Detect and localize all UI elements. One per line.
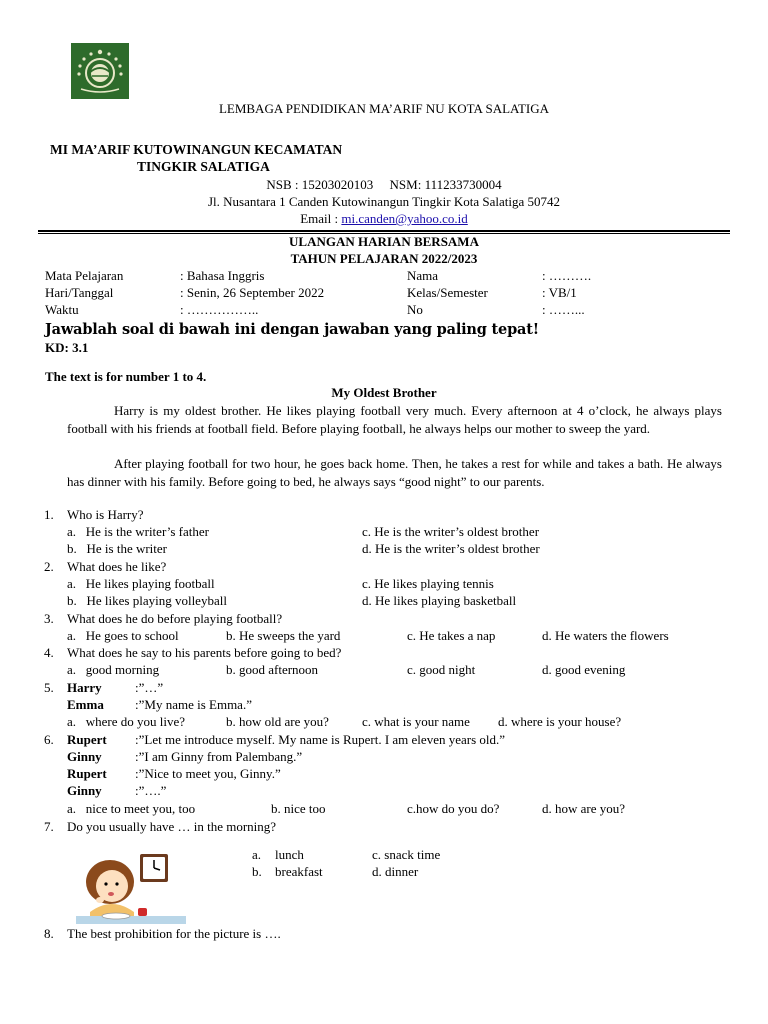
q5-speaker-1: Harry bbox=[67, 680, 102, 695]
q7-option-d[interactable]: d. dinner bbox=[372, 864, 419, 879]
q6-speaker-1: Rupert bbox=[67, 732, 107, 747]
q6-speaker-4: Ginny bbox=[67, 783, 102, 798]
girl-eating-clock-icon bbox=[76, 852, 186, 924]
q4-option-b[interactable]: b. good afternoon bbox=[226, 662, 319, 677]
q7-number: 7. bbox=[44, 819, 54, 834]
value-nama: : ………. bbox=[542, 268, 592, 283]
q6-line-1: :”Let me introduce myself. My name is Rupert. I am eleven years old.” bbox=[135, 732, 506, 747]
nu-logo-icon bbox=[71, 43, 129, 99]
q6-line-4: :”….” bbox=[135, 783, 167, 798]
label-mata-pelajaran: Mata Pelajaran bbox=[45, 268, 124, 283]
q2-option-c[interactable]: c. He likes playing tennis bbox=[362, 576, 494, 591]
q1-option-b[interactable]: b. He is the writer bbox=[67, 541, 168, 556]
q6-line-3: :”Nice to meet you, Ginny.” bbox=[135, 766, 281, 781]
q4-option-c[interactable]: c. good night bbox=[407, 662, 476, 677]
q5-option-d[interactable]: d. where is your house? bbox=[498, 714, 622, 729]
q3-number: 3. bbox=[44, 611, 54, 626]
q6-option-c[interactable]: c.how do you do? bbox=[407, 801, 500, 816]
q5-line-1: :”…” bbox=[135, 680, 164, 695]
q5-option-b[interactable]: b. how old are you? bbox=[226, 714, 329, 729]
nsb-nsm: NSB : 15203020103 NSM: 111233730004 bbox=[266, 177, 502, 192]
institution-name: LEMBAGA PENDIDIKAN MA’ARIF NU KOTA SALATIGA bbox=[218, 101, 550, 116]
value-hari-tanggal: : Senin, 26 September 2022 bbox=[180, 285, 325, 300]
q3-option-b[interactable]: b. He sweeps the yard bbox=[226, 628, 341, 643]
q8-number: 8. bbox=[44, 926, 54, 941]
q1-option-a[interactable]: a. He is the writer’s father bbox=[67, 524, 209, 539]
q7-option-b[interactable]: breakfast bbox=[275, 864, 323, 879]
q5-option-a[interactable]: a. where do you live? bbox=[67, 714, 186, 729]
q3-text: What does he do before playing football? bbox=[67, 611, 283, 626]
school-name-line1: MI MA’ARIF KUTOWINANGUN KECAMATAN bbox=[50, 142, 343, 157]
q5-option-c[interactable]: c. what is your name bbox=[362, 714, 470, 729]
label-nama: Nama bbox=[407, 268, 439, 283]
q1-option-c[interactable]: c. He is the writer’s oldest brother bbox=[362, 524, 540, 539]
q6-option-a[interactable]: a. nice to meet you, too bbox=[67, 801, 196, 816]
q4-text: What does he say to his parents before going to bed? bbox=[67, 645, 342, 660]
school-name-line2: TINGKIR SALATIGA bbox=[137, 159, 270, 174]
text-intro: The text is for number 1 to 4. bbox=[45, 369, 207, 384]
exam-year: TAHUN PELAJARAN 2022/2023 bbox=[290, 251, 478, 266]
q7-text: Do you usually have … in the morning? bbox=[67, 819, 277, 834]
q7-option-c[interactable]: c. snack time bbox=[372, 847, 441, 862]
q7-option-a[interactable]: lunch bbox=[275, 847, 304, 862]
q5-line-2: :”My name is Emma.” bbox=[135, 697, 252, 712]
q7-option-a-letter: a. bbox=[252, 847, 262, 862]
kd-label: KD: 3.1 bbox=[45, 340, 89, 355]
q6-option-d[interactable]: d. how are you? bbox=[542, 801, 626, 816]
label-hari-tanggal: Hari/Tanggal bbox=[45, 285, 114, 300]
q1-option-d[interactable]: d. He is the writer’s oldest brother bbox=[362, 541, 540, 556]
q1-text: Who is Harry? bbox=[67, 507, 144, 522]
exam-title: ULANGAN HARIAN BERSAMA bbox=[289, 234, 479, 249]
label-kelas-semester: Kelas/Semester bbox=[407, 285, 488, 300]
reading-paragraph-2: After playing football for two hour, he goes back home. Then, he takes a rest for while and takes a bath. He always has dinner with his family. Before going to bed, he always says “good night” to our parents. bbox=[67, 456, 722, 489]
q2-number: 2. bbox=[44, 559, 54, 574]
q6-speaker-2: Ginny bbox=[67, 749, 102, 764]
q2-option-b[interactable]: b. He likes playing volleyball bbox=[67, 593, 227, 608]
label-no: No bbox=[407, 302, 423, 317]
q3-option-d[interactable]: d. He waters the flowers bbox=[542, 628, 669, 643]
q3-option-c[interactable]: c. He takes a nap bbox=[407, 628, 496, 643]
header-divider bbox=[38, 230, 730, 232]
q2-option-a[interactable]: a. He likes playing football bbox=[67, 576, 215, 591]
label-waktu: Waktu bbox=[45, 302, 79, 317]
q6-number: 6. bbox=[44, 732, 54, 747]
school-email bbox=[0, 211, 768, 227]
instruction: Jawablah soal di bawah ini dengan jawaban yang paling tepat! bbox=[45, 321, 539, 338]
q4-option-d[interactable]: d. good evening bbox=[542, 662, 626, 677]
q4-option-a[interactable]: a. good morning bbox=[67, 662, 160, 677]
value-waktu: : …………….. bbox=[180, 302, 259, 317]
value-mata-pelajaran: : Bahasa Inggris bbox=[180, 268, 265, 283]
q3-option-a[interactable]: a. He goes to school bbox=[67, 628, 179, 643]
email-link[interactable]: mi.canden@yahoo.co.id bbox=[341, 211, 468, 226]
q1-number: 1. bbox=[44, 507, 54, 522]
q2-option-d[interactable]: d. He likes playing basketball bbox=[362, 593, 517, 608]
q6-speaker-3: Rupert bbox=[67, 766, 107, 781]
q6-line-2: :”I am Ginny from Palembang.” bbox=[135, 749, 303, 764]
q2-text: What does he like? bbox=[67, 559, 167, 574]
value-no: : ……... bbox=[542, 302, 585, 317]
q5-speaker-2: Emma bbox=[67, 697, 104, 712]
q5-number: 5. bbox=[44, 680, 54, 695]
q4-number: 4. bbox=[44, 645, 54, 660]
q8-text: The best prohibition for the picture is …. bbox=[67, 926, 281, 941]
text-title: My Oldest Brother bbox=[331, 385, 437, 400]
school-address: Jl. Nusantara 1 Canden Kutowinangun Tingkir Kota Salatiga 50742 bbox=[207, 194, 561, 209]
value-kelas-semester: : VB/1 bbox=[542, 285, 577, 300]
reading-paragraph-1: Harry is my oldest brother. He likes playing football very much. Every afternoon at 4 o’clock, he always plays football with his friends at football field. Before playing football, he always helps our mother to sweep the yard. bbox=[67, 403, 722, 436]
email-label: Email : bbox=[300, 211, 342, 226]
q6-option-b[interactable]: b. nice too bbox=[271, 801, 326, 816]
q7-option-b-letter: b. bbox=[252, 864, 262, 879]
